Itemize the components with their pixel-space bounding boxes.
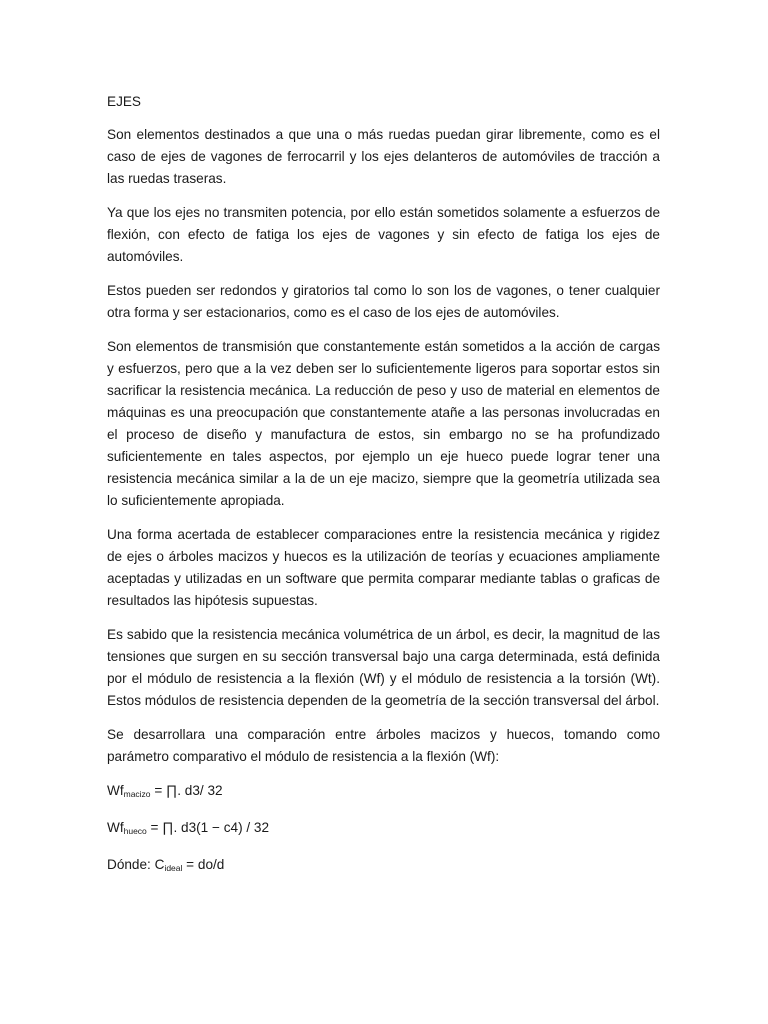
- paragraph-4: Son elementos de transmisión que constantemente están sometidos a la acción de cargas y esfuerzos, pero que a la vez deben ser lo suficientemente ligeros para soportar estos sin sacrificar la resistencia mecánica. La reducción de peso y uso de material en elementos de máquinas es una preocupación que constantemente atañe a las personas involucradas en el proceso de diseño y manufactura de estos, sin embargo no se ha profundizado suficientemente en tales aspectos, por ejemplo un eje hueco puede lograr tener una resistencia mecánica similar a la de un eje macizo, siempre que la geometría utilizada sea lo suficientemente apropiada.: [107, 339, 660, 508]
- formula-c-ideal: [107, 854, 660, 879]
- formula-expression: = ∏. d3(1 − c4) / 32: [146, 820, 270, 835]
- formula-symbol: Dónde: C: [107, 857, 165, 872]
- formula-expression: = do/d: [182, 857, 225, 872]
- paragraph-6: Es sabido que la resistencia mecánica volumétrica de un árbol, es decir, la magnitud de las tensiones que surgen en su sección transversal bajo una carga determinada, está definida por el módulo de resistencia a la flexión (Wf) y el módulo de resistencia a la torsión (Wt). Estos módulos de resistencia dependen de la geometría de la sección transversal del árbol.: [107, 627, 660, 708]
- formula-wf-macizo: [107, 780, 660, 805]
- document-page: [107, 93, 660, 891]
- document-title: EJES: [107, 94, 141, 109]
- formula-subscript: macizo: [123, 789, 151, 799]
- formula-subscript: ideal: [164, 863, 183, 873]
- formula-subscript: hueco: [123, 826, 147, 836]
- formula-symbol: Wf: [107, 783, 124, 798]
- formula-wf-hueco: [107, 817, 660, 842]
- paragraph-5: Una forma acertada de establecer comparaciones entre la resistencia mecánica y rigidez de ejes o árboles macizos y huecos es la utilización de teorías y ecuaciones ampliamente aceptadas y utilizadas en un software que permita comparar mediante tablas o graficas de resultados las hipótesis supuestas.: [107, 527, 660, 608]
- paragraph-2: Ya que los ejes no transmiten potencia, por ello están sometidos solamente a esfuerzos de flexión, con efecto de fatiga los ejes de vagones y sin efecto de fatiga los ejes de automóviles.: [107, 205, 660, 264]
- paragraph-1: Son elementos destinados a que una o más ruedas puedan girar libremente, como es el caso de ejes de vagones de ferrocarril y los ejes delanteros de automóviles de tracción a las ruedas traseras.: [107, 127, 660, 186]
- paragraph-3: Estos pueden ser redondos y giratorios tal como lo son los de vagones, o tener cualquier otra forma y ser estacionarios, como es el caso de los ejes de automóviles.: [107, 283, 660, 320]
- formula-expression: = ∏. d3/ 32: [150, 783, 223, 798]
- paragraph-7: Se desarrollara una comparación entre árboles macizos y huecos, tomando como parámetro comparativo el módulo de resistencia a la flexión (Wf):: [107, 727, 660, 764]
- formula-symbol: Wf: [107, 820, 124, 835]
